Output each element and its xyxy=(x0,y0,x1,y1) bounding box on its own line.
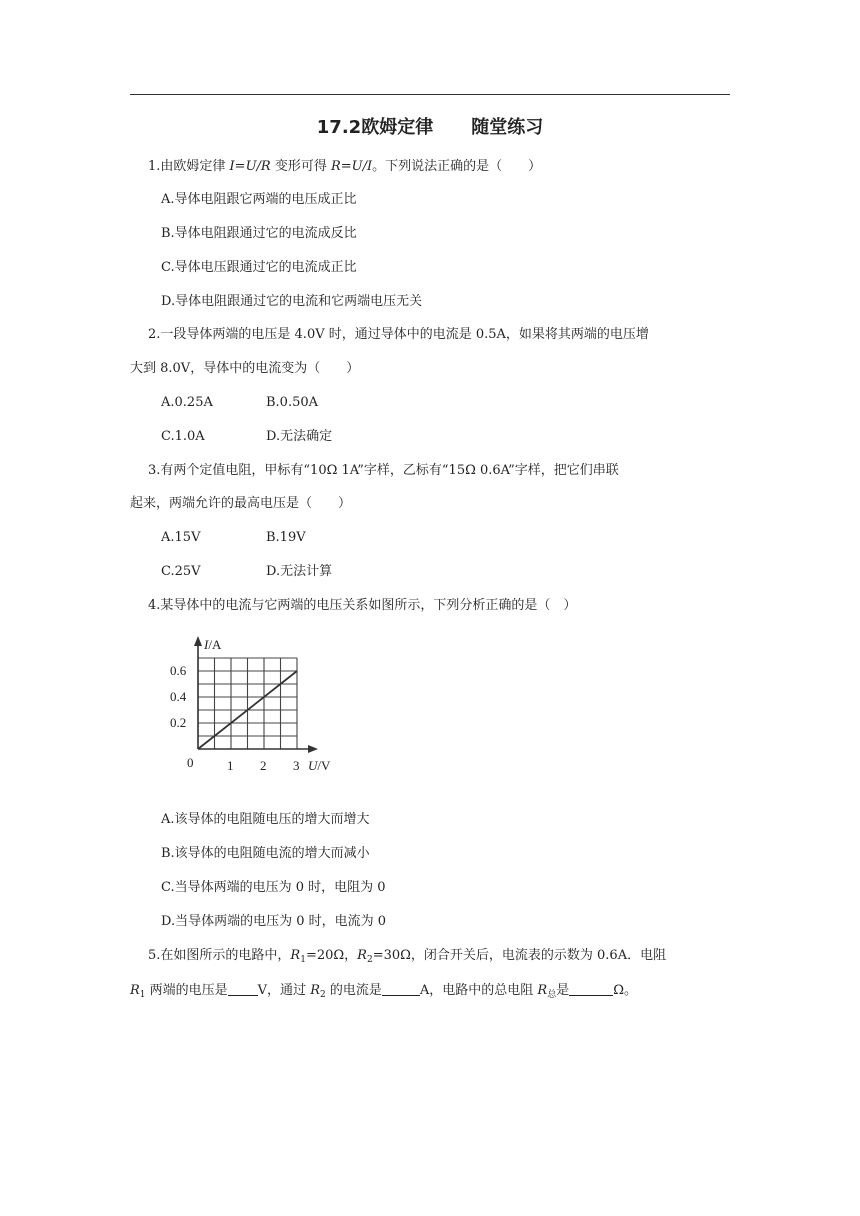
q1-option-a: A.导体电阻跟它两端的电压成正比 xyxy=(161,192,357,207)
q5-l2-text-5: 是 xyxy=(556,983,570,998)
q3-option-c: C.25V xyxy=(161,564,201,579)
q5-text-1: 5.在如图所示的电路中， xyxy=(148,948,291,963)
q5-l2-text-3: 的电流是 xyxy=(325,983,382,998)
q1-option-b: B.导体电阻跟通过它的电流成反比 xyxy=(161,226,357,241)
y-tick-label: 0.2 xyxy=(170,715,187,730)
q3-option-a: A.15V xyxy=(161,530,201,545)
q5-l2-text-1: 两端的电压是 xyxy=(145,983,228,998)
q3-stem-line2: 起来，两端允许的最高电压是（ ） xyxy=(130,496,352,511)
answer-blank-resistance[interactable] xyxy=(569,981,613,996)
q5-r2-subscript: 2 xyxy=(366,955,373,965)
q5-l2-text-6: Ω。 xyxy=(613,983,638,998)
q5-l2-r1-subscript: 1 xyxy=(139,990,146,1000)
q3-stem-line1: 3.有两个定值电阻，甲标有“10Ω 1A”字样，乙标有“15Ω 0.6A”字样，把它们串联 xyxy=(148,463,619,478)
q1-stem-c: 。下列说法正确的是（ ） xyxy=(372,159,542,174)
q2-option-c: C.1.0A xyxy=(161,429,205,444)
title-main: 17.2欧姆定律 xyxy=(316,117,434,138)
q5-r2-symbol: R xyxy=(357,948,367,963)
x-tick-label: 3 xyxy=(293,758,300,773)
q1-option-c: C.导体电压跟通过它的电流成正比 xyxy=(161,260,357,275)
origin-label: 0 xyxy=(187,755,194,770)
page-title xyxy=(0,113,860,139)
q5-stem-line1 xyxy=(148,946,666,970)
q2-option-d: D.无法确定 xyxy=(266,429,333,444)
q1-formula-1: I=U/R xyxy=(229,159,271,174)
q1-option-d: D.导体电阻跟通过它的电流和它两端电压无关 xyxy=(161,294,423,309)
x-axis-arrow-icon xyxy=(308,745,318,753)
y-axis-arrow-icon xyxy=(194,636,202,646)
current-voltage-graph xyxy=(160,628,360,778)
header-rule xyxy=(130,94,730,95)
x-axis-label: U/V xyxy=(308,758,331,773)
y-tick-label: 0.4 xyxy=(170,689,187,704)
q5-r1-subscript: 1 xyxy=(300,955,306,965)
q1-stem-a: 1.由欧姆定律 xyxy=(148,159,230,174)
q5-r1-symbol: R xyxy=(290,948,301,963)
answer-blank-voltage[interactable] xyxy=(228,981,258,996)
q5-l2-r2-symbol: R xyxy=(310,983,320,998)
q1-formula-2: R=U/I xyxy=(330,159,373,174)
q2-stem-line2: 大到 8.0V，导体中的电流变为（ ） xyxy=(130,361,360,376)
graph-grid xyxy=(198,658,297,749)
title-sub: 随堂练习 xyxy=(471,117,544,138)
q4-option-a: A.该导体的电阻随电压的增大而增大 xyxy=(161,812,370,827)
q1-stem xyxy=(148,157,541,177)
y-axis-label: I/A xyxy=(204,637,222,652)
x-tick-label: 2 xyxy=(260,758,267,773)
q5-l2-rtotal-subscript: 总 xyxy=(547,990,557,1000)
y-tick-label: 0.6 xyxy=(170,663,187,678)
q2-option-a: A.0.25A xyxy=(161,395,213,410)
q4-stem: 4.某导体中的电流与它两端的电压关系如图所示，下列分析正确的是（ ） xyxy=(148,598,577,613)
q5-l2-r1-symbol: R xyxy=(130,983,140,998)
q2-stem-line1: 2.一段导体两端的电压是 4.0V 时，通过导体中的电流是 0.5A，如果将其两端的电压增 xyxy=(148,327,649,342)
q5-l2-text-4: A，电路中的总电阻 xyxy=(419,983,538,998)
x-tick-label: 1 xyxy=(227,758,234,773)
q5-stem-line2 xyxy=(130,981,637,1005)
q3-option-b: B.19V xyxy=(266,530,306,545)
q5-l2-r2-subscript: 2 xyxy=(320,990,326,1000)
q5-text-3: =30Ω，闭合开关后，电流表的示数为 0.6A．电阻 xyxy=(372,948,667,963)
q5-text-2: =20Ω， xyxy=(305,948,358,963)
q4-option-d: D.当导体两端的电压为 0 时，电流为 0 xyxy=(161,914,387,929)
q5-l2-text-2: V，通过 xyxy=(257,983,311,998)
q4-option-b: B.该导体的电阻随电流的增大而减小 xyxy=(161,846,370,861)
q4-option-c: C.当导体两端的电压为 0 时，电阻为 0 xyxy=(161,880,386,895)
q2-option-b: B.0.50A xyxy=(266,395,319,410)
answer-blank-current[interactable] xyxy=(382,981,420,996)
q3-option-d: D.无法计算 xyxy=(266,564,333,579)
q1-stem-b: 变形可得 xyxy=(270,159,331,174)
q5-l2-rtotal-symbol: R xyxy=(537,983,548,998)
